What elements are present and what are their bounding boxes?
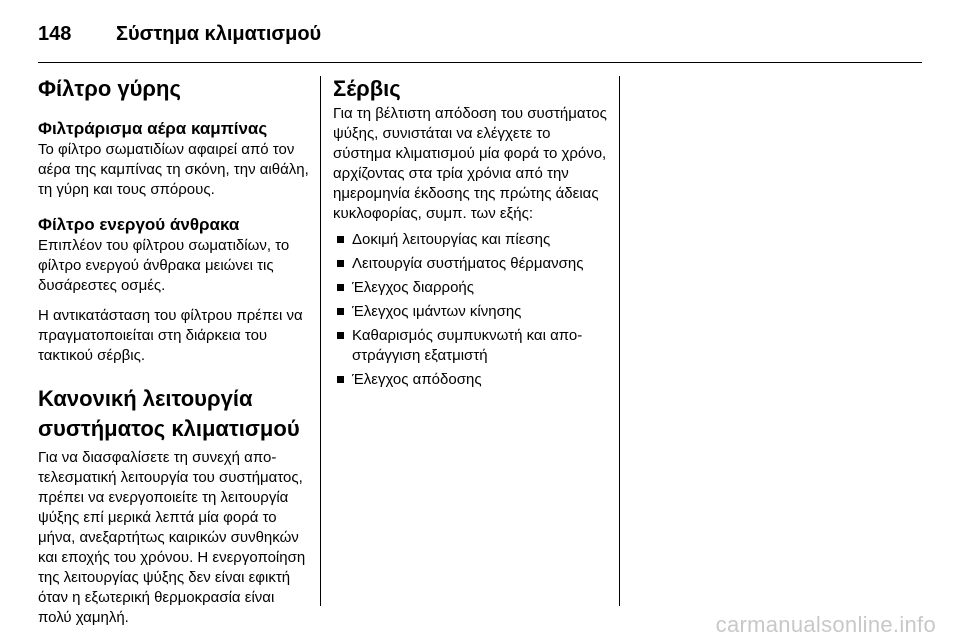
bullet-icon — [337, 376, 344, 383]
list-item-text: Λειτουργία συστήματος θέρμανσης — [352, 255, 584, 272]
carbon-filter-heading: Φίλτρο ενεργού άνθρακα — [38, 215, 240, 234]
bullet-icon — [337, 332, 344, 339]
right-column — [333, 74, 608, 394]
list-item-text: Έλεγχος ιμάντων κίνησης — [352, 303, 522, 320]
normal-operation-text: Για να διασφαλίσετε τη συνεχή αποτελεσματική λειτουργία του συστήματος, πρέπει να ενεργοποιείτε τη λειτουργία ψύξης επί μερικά λεπτά μία φορά το μήνα, ανεξαρτήτως καιρικών συνθηκών και εποχής του χρόνου. Η ενεργοποίηση της λειτουργίας ψύξης δεν είναι εφικτή όταν η εξωτερική θερμοκρασία είναι πολύ χαμηλή. — [38, 449, 306, 626]
header-rule — [38, 62, 922, 63]
particle-filter-text: Το φίλτρο σωματιδίων αφαιρεί από τον αέρα της καμπίνας τη σκόνη, την αιθάλη, τη γύρη και τους σπόρους. — [38, 141, 309, 198]
list-item — [333, 370, 608, 390]
service-heading: Σέρβις — [333, 76, 401, 101]
column-divider — [320, 76, 321, 606]
watermark: carmanualsonline.info — [715, 612, 936, 637]
list-item-text: Δοκιμή λειτουργίας και πίεσης — [352, 231, 551, 248]
list-item — [333, 254, 608, 274]
page-header — [38, 14, 321, 54]
bullet-icon — [337, 260, 344, 267]
section-title: Σύστημα κλιματισμού — [116, 22, 322, 45]
list-item — [333, 278, 608, 298]
left-column — [38, 74, 310, 628]
service-checklist — [333, 230, 608, 390]
column-divider — [619, 76, 620, 606]
bullet-icon — [337, 236, 344, 243]
normal-operation-heading — [38, 384, 310, 444]
bullet-icon — [337, 284, 344, 291]
list-item — [333, 326, 608, 366]
list-item-text: Έλεγχος διαρροής — [352, 279, 474, 296]
normal-operation-heading-line1: Κανονική λειτουργία — [38, 386, 253, 411]
replacement-text: Η αντικατάσταση του φίλτρου πρέπει να πραγματοποιείται στη διάρκεια του τακτικού σέρβις. — [38, 307, 303, 364]
list-item-text: Έλεγχος απόδοσης — [352, 371, 482, 388]
page-number: 148 — [38, 22, 72, 45]
bullet-icon — [337, 308, 344, 315]
list-item-text: Καθαρισμός συμπυκνωτή και αποστράγγιση εξατμιστή — [352, 327, 583, 364]
particle-filter-heading: Φιλτράρισμα αέρα καμπίνας — [38, 119, 268, 138]
carbon-filter-text: Επιπλέον του φίλτρου σωματιδίων, το φίλτρο ενεργού άνθρακα μειώνει τις δυσάρεστες οσμές. — [38, 237, 290, 294]
service-intro: Για τη βέλτιστη απόδοση του συστήματος ψύξης, συνιστάται να ελέγχετε το σύστημα κλιματισμού μία φορά το χρόνο, αρχίζοντας στα τρία χρόνια από την ημερομηνία έκδοσης της πρώτης άδειας κυκλοφορίας, συμπ. των εξής: — [333, 105, 607, 222]
list-item — [333, 230, 608, 250]
normal-operation-heading-line2: συστήματος κλιματισμού — [38, 416, 300, 441]
list-item — [333, 302, 608, 322]
pollen-filter-heading: Φίλτρο γύρης — [38, 76, 181, 101]
